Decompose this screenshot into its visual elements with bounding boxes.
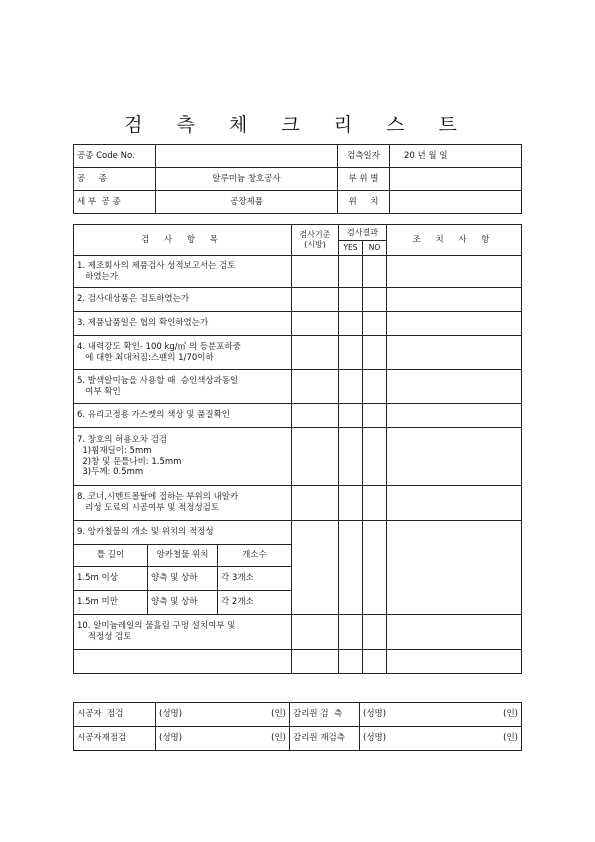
yes-cell-4[interactable] bbox=[339, 336, 363, 370]
header-criteria-line1: 검사기준 bbox=[299, 230, 331, 239]
criteria-cell-8[interactable] bbox=[292, 486, 339, 521]
header-result: 검사결과 bbox=[339, 225, 387, 241]
no-cell-8[interactable] bbox=[363, 486, 387, 521]
yes-cell-3[interactable] bbox=[339, 312, 363, 336]
date-value[interactable]: 20 년 월 일 bbox=[390, 145, 522, 168]
sub-row-2-count: 각 2개소 bbox=[218, 591, 292, 615]
no-cell-5[interactable] bbox=[363, 370, 387, 404]
check-item-1 bbox=[74, 256, 292, 288]
check-item-8 bbox=[74, 486, 292, 521]
blank-item-cell[interactable] bbox=[74, 650, 292, 674]
sub-row-2-length: 1.5m 미만 bbox=[74, 591, 148, 615]
no-cell-3[interactable] bbox=[363, 312, 387, 336]
check-item-7-line2: 1)휨재딜이: 5mm bbox=[77, 445, 152, 456]
supervisor-recheck-seal: (인) bbox=[448, 727, 522, 751]
sub-header-length: 틀 길이 bbox=[74, 545, 148, 567]
sub-row-1-count: 각 3개소 bbox=[218, 567, 292, 591]
action-cell-4[interactable] bbox=[387, 336, 522, 370]
yes-cell-8[interactable] bbox=[339, 486, 363, 521]
criteria-cell-5[interactable] bbox=[292, 370, 339, 404]
action-cell-3[interactable] bbox=[387, 312, 522, 336]
check-item-5-line1: 5. 발색알미늄을 사용할 때 승인색상과동일 bbox=[77, 375, 239, 386]
criteria-cell-2[interactable] bbox=[292, 288, 339, 312]
blank-action-cell[interactable] bbox=[387, 650, 522, 674]
sub-header-position: 앙카철물 위치 bbox=[148, 545, 218, 567]
blank-no-cell[interactable] bbox=[363, 650, 387, 674]
action-cell-8[interactable] bbox=[387, 486, 522, 521]
blank-criteria-cell[interactable] bbox=[292, 650, 339, 674]
date-label: 검측일자 bbox=[338, 145, 390, 168]
contractor-recheck-label: 시공자재점검 bbox=[74, 727, 156, 751]
check-item-8-line1: 8. 코너,시멘트몰탈에 접하는 부위의 내알카 bbox=[77, 492, 239, 503]
check-item-4-line1: 4. 내력강도 확인- 100 kg/㎡ 의 등분포하중 bbox=[77, 341, 241, 352]
work-label: 공 종 bbox=[74, 168, 156, 191]
header-criteria bbox=[292, 225, 339, 256]
criteria-cell-10[interactable] bbox=[292, 615, 339, 650]
page-title: 검 측 체 크 리 스 트 bbox=[124, 114, 471, 136]
detail-label: 세 부 공 종 bbox=[74, 191, 156, 214]
action-cell-5[interactable] bbox=[387, 370, 522, 404]
no-cell-1[interactable] bbox=[363, 256, 387, 288]
check-item-7-line4: 3)두께: 0.5mm bbox=[77, 467, 144, 478]
info-table bbox=[73, 144, 522, 214]
check-item-5-line2: 여부 확인 bbox=[77, 386, 121, 397]
action-cell-1[interactable] bbox=[387, 256, 522, 288]
header-no: NO bbox=[363, 241, 387, 256]
no-cell-10[interactable] bbox=[363, 615, 387, 650]
checklist-table bbox=[73, 224, 522, 674]
signature-table bbox=[73, 702, 522, 751]
supervisor-check-label: 감리원 검 측 bbox=[290, 703, 360, 727]
sub-row-1-length: 1.5m 이상 bbox=[74, 567, 148, 591]
action-cell-6[interactable] bbox=[387, 404, 522, 428]
contractor-check-label: 시공자 점검 bbox=[74, 703, 156, 727]
location-value[interactable] bbox=[390, 191, 522, 214]
contractor-sign-name[interactable]: (성명) bbox=[156, 703, 230, 727]
check-item-1-line2: 하였는가 bbox=[77, 271, 118, 282]
check-item-2: 2. 검사대상품은 검토하였는가 bbox=[74, 288, 292, 312]
blank-yes-cell[interactable] bbox=[339, 650, 363, 674]
check-item-10-line1: 10. 알미늄레일의 물흘림 구멍 설치여부 및 bbox=[77, 621, 236, 632]
check-item-1-line1: 1. 제조회사의 제품검사 성적보고서는 검토 bbox=[77, 260, 236, 271]
no-cell-9[interactable] bbox=[363, 521, 387, 615]
no-cell-4[interactable] bbox=[363, 336, 387, 370]
yes-cell-7[interactable] bbox=[339, 428, 363, 486]
action-cell-7[interactable] bbox=[387, 428, 522, 486]
yes-cell-6[interactable] bbox=[339, 404, 363, 428]
check-item-8-line2: 리성 도료의 시공여부 및 적정성검토 bbox=[77, 503, 220, 513]
no-cell-7[interactable] bbox=[363, 428, 387, 486]
supervisor-recheck-label: 감리원 재검측 bbox=[290, 727, 360, 751]
no-cell-2[interactable] bbox=[363, 288, 387, 312]
check-item-4 bbox=[74, 336, 292, 370]
yes-cell-1[interactable] bbox=[339, 256, 363, 288]
supervisor-sign-name[interactable]: (성명) bbox=[360, 703, 448, 727]
check-item-4-line2: 에 대한 최대처짐:스팬의 1/70이하 bbox=[77, 352, 214, 363]
header-criteria-line2: (시방) bbox=[304, 240, 326, 249]
sub-header-count: 개소수 bbox=[218, 545, 292, 567]
part-label: 부 위 별 bbox=[338, 168, 390, 191]
contractor-recheck-sign-name[interactable]: (성명) bbox=[156, 727, 230, 751]
criteria-cell-4[interactable] bbox=[292, 336, 339, 370]
supervisor-seal: (인) bbox=[448, 703, 522, 727]
check-item-5 bbox=[74, 370, 292, 404]
no-cell-6[interactable] bbox=[363, 404, 387, 428]
check-item-10 bbox=[74, 615, 292, 650]
check-item-7-line1: 7. 창호의 허용오차 검검 bbox=[77, 435, 168, 446]
part-value[interactable] bbox=[390, 168, 522, 191]
criteria-cell-3[interactable] bbox=[292, 312, 339, 336]
action-cell-9[interactable] bbox=[387, 521, 522, 615]
action-cell-2[interactable] bbox=[387, 288, 522, 312]
criteria-cell-9[interactable] bbox=[292, 521, 339, 615]
contractor-seal: (인) bbox=[230, 703, 290, 727]
header-items: 검 사 항 목 bbox=[74, 225, 292, 256]
detail-value[interactable]: 공장제품 bbox=[156, 191, 338, 214]
check-item-7-line3: 2)창 및 문틀나비: 1.5mm bbox=[77, 456, 182, 467]
header-yes: YES bbox=[339, 241, 363, 256]
check-item-10-line2: 적정성 검토 bbox=[77, 632, 132, 642]
sub-row-1-position: 양측 및 상하 bbox=[148, 567, 218, 591]
sub-row-2-position: 양측 및 상하 bbox=[148, 591, 218, 615]
check-item-9: 9. 앙카철물의 개소 및 위치의 적정성 bbox=[74, 521, 292, 545]
location-label: 위 치 bbox=[338, 191, 390, 214]
criteria-cell-6[interactable] bbox=[292, 404, 339, 428]
code-value[interactable] bbox=[156, 145, 338, 168]
yes-cell-5[interactable] bbox=[339, 370, 363, 404]
yes-cell-9[interactable] bbox=[339, 521, 363, 615]
code-label: 공종 Code No. bbox=[74, 145, 156, 168]
contractor-recheck-seal: (인) bbox=[230, 727, 290, 751]
header-action: 조 치 사 항 bbox=[387, 225, 522, 256]
check-item-6: 6. 유리고정용 가스켓의 색상 및 품질확인 bbox=[74, 404, 292, 428]
work-value[interactable]: 알루미늄 창호공사 bbox=[156, 168, 338, 191]
criteria-cell-7[interactable] bbox=[292, 428, 339, 486]
action-cell-10[interactable] bbox=[387, 615, 522, 650]
yes-cell-10[interactable] bbox=[339, 615, 363, 650]
check-item-3: 3. 제품납품일은 협의 확인하였는가 bbox=[74, 312, 292, 336]
check-item-7 bbox=[74, 428, 292, 486]
criteria-cell-1[interactable] bbox=[292, 256, 339, 288]
supervisor-recheck-sign-name[interactable]: (성명) bbox=[360, 727, 448, 751]
yes-cell-2[interactable] bbox=[339, 288, 363, 312]
